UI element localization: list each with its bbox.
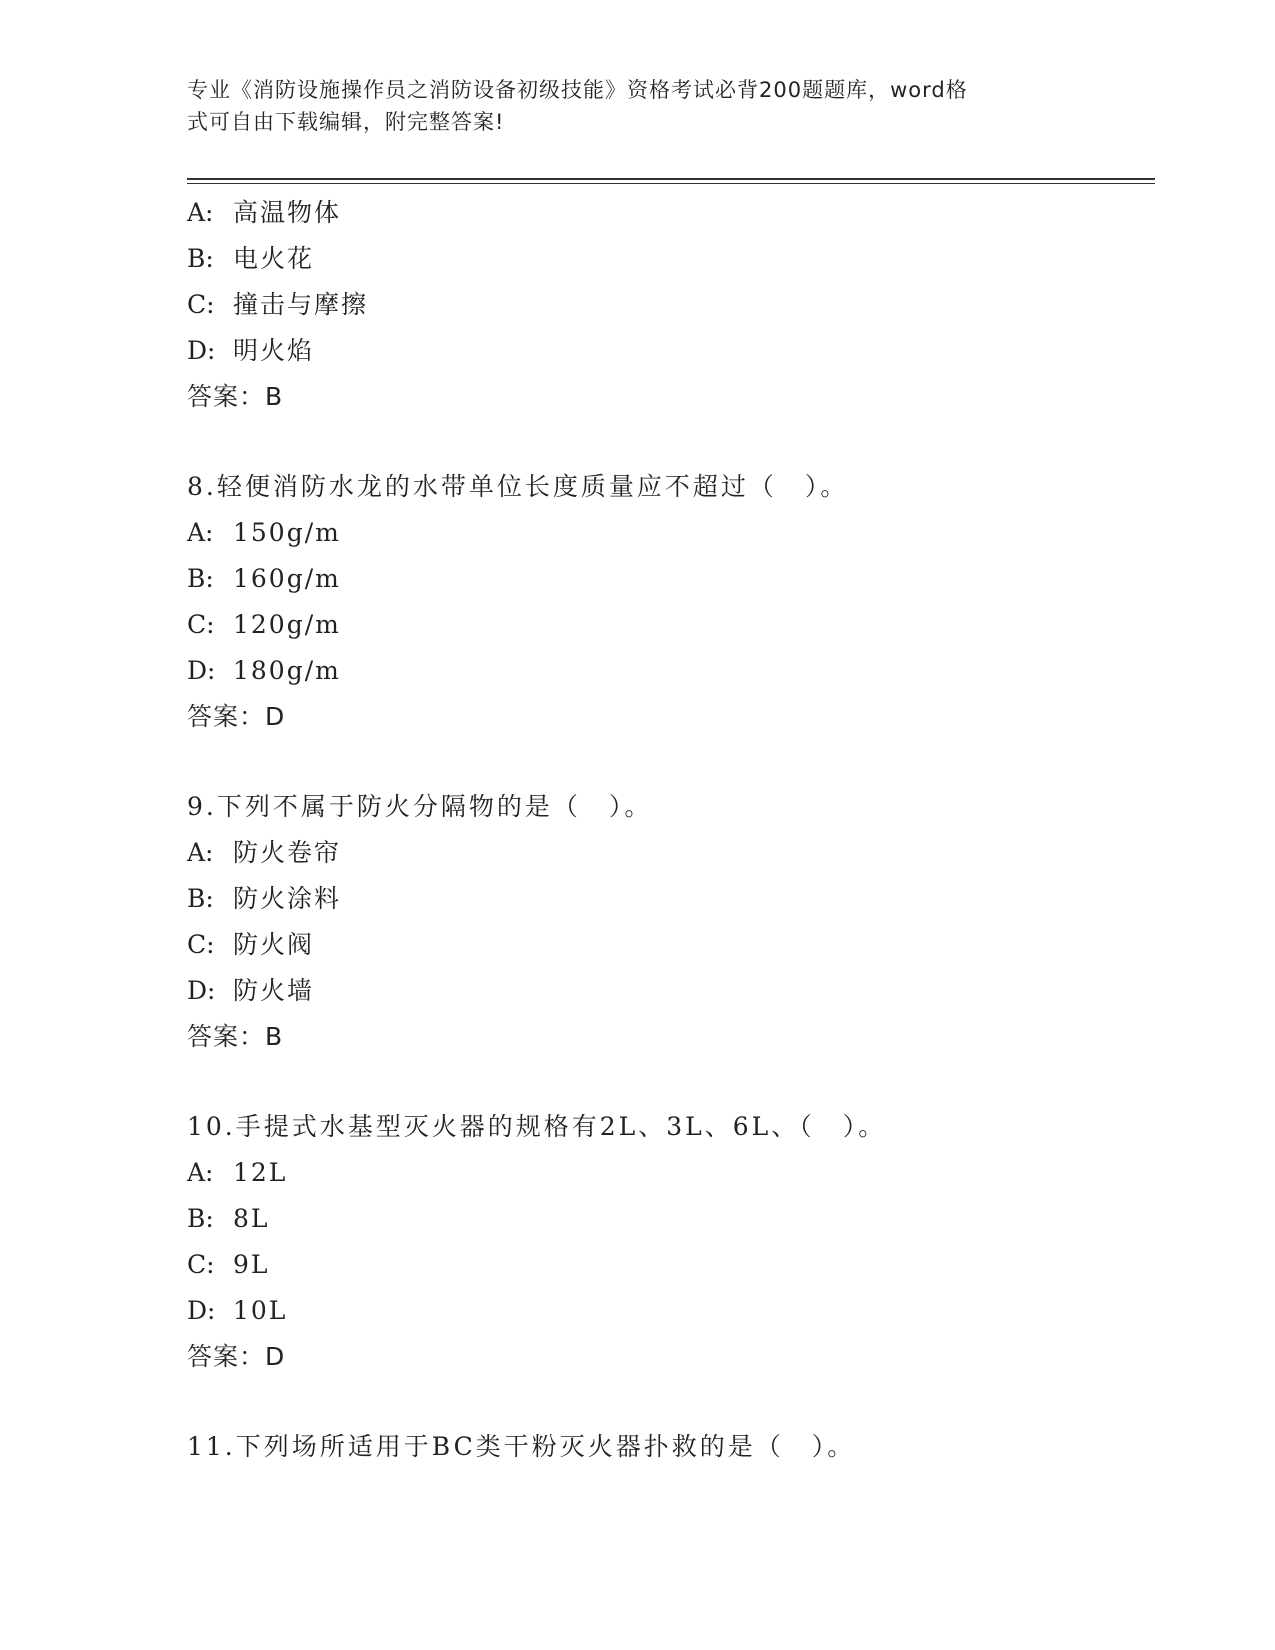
option-label: A:	[187, 518, 214, 547]
option-label: D:	[187, 656, 216, 685]
option-text: 150g/m	[233, 518, 341, 547]
option-a	[187, 1150, 1155, 1196]
option-label: D:	[187, 976, 216, 1005]
answer: 答案：B	[187, 1022, 284, 1051]
option-a	[187, 510, 1155, 556]
option-text: 电火花	[233, 244, 315, 273]
option-label: D:	[187, 336, 216, 365]
option-label: A:	[187, 1158, 214, 1187]
question-stem: 9.下列不属于防火分隔物的是（ ）。	[187, 792, 653, 821]
option-label: C:	[187, 1250, 215, 1279]
question-stem: 11.下列场所适用于BC类干粉灭火器扑救的是（ ）。	[187, 1432, 856, 1461]
option-label: A:	[187, 838, 214, 867]
option-c	[187, 282, 1155, 328]
option-a	[187, 830, 1155, 876]
option-b	[187, 1196, 1155, 1242]
document-header	[187, 74, 1067, 138]
option-d	[187, 968, 1155, 1014]
answer: 答案：D	[187, 1342, 286, 1371]
option-label: B:	[187, 1204, 214, 1233]
option-text: 防火卷帘	[233, 838, 342, 867]
option-text: 防火涂料	[233, 884, 342, 913]
option-label: B:	[187, 564, 214, 593]
option-text: 9L	[233, 1250, 270, 1279]
option-label: B:	[187, 884, 214, 913]
option-text: 明火焰	[233, 336, 315, 365]
option-b	[187, 556, 1155, 602]
option-c	[187, 1242, 1155, 1288]
header-divider-thick	[187, 178, 1155, 180]
question-block	[187, 464, 1155, 740]
header-divider-thin	[187, 183, 1155, 184]
option-text: 160g/m	[233, 564, 341, 593]
option-c	[187, 602, 1155, 648]
option-b	[187, 876, 1155, 922]
option-text: 防火阀	[233, 930, 315, 959]
question-stem: 10.手提式水基型灭火器的规格有2L、3L、6L、（ ）。	[187, 1112, 887, 1141]
option-d	[187, 328, 1155, 374]
question-list	[187, 190, 1155, 1470]
option-d	[187, 648, 1155, 694]
option-label: C:	[187, 610, 215, 639]
question-block	[187, 190, 1155, 420]
option-a	[187, 190, 1155, 236]
option-text: 12L	[233, 1158, 288, 1187]
option-c	[187, 922, 1155, 968]
header-line-1: 专业《消防设施操作员之消防设备初级技能》资格考试必背200题题库，word格	[187, 78, 968, 102]
option-text: 120g/m	[233, 610, 341, 639]
option-text: 高温物体	[233, 198, 342, 227]
option-label: C:	[187, 290, 215, 319]
option-text: 防火墙	[233, 976, 315, 1005]
answer: 答案：D	[187, 702, 286, 731]
question-block	[187, 1104, 1155, 1380]
question-block	[187, 784, 1155, 1060]
option-text: 8L	[233, 1204, 270, 1233]
option-text: 180g/m	[233, 656, 341, 685]
option-label: D:	[187, 1296, 216, 1325]
option-label: C:	[187, 930, 215, 959]
option-label: A:	[187, 198, 214, 227]
option-text: 10L	[233, 1296, 288, 1325]
question-stem: 8.轻便消防水龙的水带单位长度质量应不超过（ ）。	[187, 472, 849, 501]
option-b	[187, 236, 1155, 282]
option-label: B:	[187, 244, 214, 273]
answer: 答案：B	[187, 382, 284, 411]
option-d	[187, 1288, 1155, 1334]
option-text: 撞击与摩擦	[233, 290, 369, 319]
header-line-2: 式可自由下载编辑，附完整答案!	[187, 110, 505, 134]
